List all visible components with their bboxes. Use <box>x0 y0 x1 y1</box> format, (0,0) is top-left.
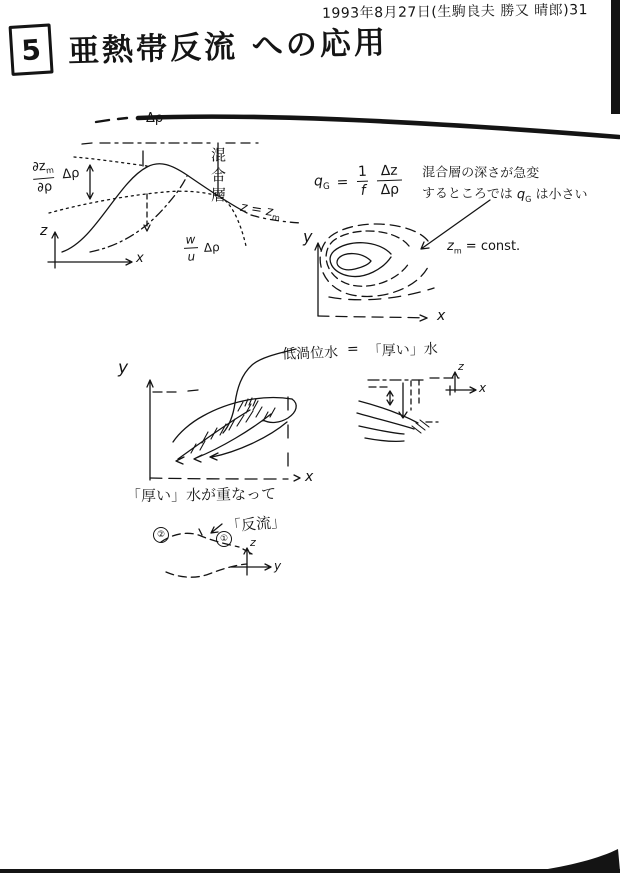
page-title: 亜熱帯反流 への応用 <box>67 24 389 70</box>
water-mass-marker-1: ① <box>216 531 232 547</box>
d3-tongue-upper-outline <box>173 398 292 442</box>
note-line2: するところでは $q_G$ は小さい <box>421 186 588 205</box>
d3-y-axis <box>147 380 153 480</box>
d3-tongue-head-curl <box>263 399 296 422</box>
counterflow-label: 「反流」 <box>225 512 287 536</box>
date-note: 1993年8月27日(生駒良夫 勝又 晴郎)31 <box>321 2 589 22</box>
title-row <box>9 15 388 76</box>
pv-eq-equals: = <box>336 173 349 191</box>
d1-zm-curve-label: $z = z_m$ <box>239 199 281 223</box>
d4-x-axis-label: x <box>479 381 487 395</box>
d1-dzdp-expression <box>29 157 81 195</box>
d4-double-arrow <box>387 391 393 405</box>
pv-eq-frac-rho: $\frac{\Delta z}{\Delta\rho}$ <box>377 163 403 197</box>
d1-dzdp-fraction: $\frac{\partial z_m}{\partial\rho}$ <box>31 158 55 196</box>
d1-dzdp-delta: Δρ <box>61 166 81 183</box>
d2-x-axis-arrowhead <box>420 315 427 321</box>
d3-x-axis-label: x <box>305 469 314 485</box>
cc-z-axis <box>244 548 250 575</box>
d4-z-axis <box>452 372 458 392</box>
cc-hump-tick <box>199 529 202 535</box>
note-text <box>422 162 588 207</box>
pv-eq-frac-f: $\frac{1}{f}$ <box>357 163 368 199</box>
d2-lower-sweep <box>329 288 434 300</box>
overlap-text: 「厚い」水が重なって <box>125 484 277 506</box>
d1-x-axis-label: x <box>136 251 144 266</box>
cc-z-axis-label: z <box>250 536 256 549</box>
d4-z-axis-label: z <box>458 360 464 373</box>
d3-x-axis <box>150 478 288 479</box>
pv-eq-lhs: $q_G$ <box>313 173 330 193</box>
d4-isopycnal-1 <box>359 401 418 423</box>
d1-x-axis <box>48 259 132 265</box>
cc-y-axis-label: y <box>274 559 282 573</box>
d3-y-axis-label: y <box>118 358 129 378</box>
d4-down-arrow <box>399 383 407 418</box>
d1-lead-dash <box>82 143 92 144</box>
d4-isopycnal-3 <box>359 426 404 434</box>
paper-crease-line <box>138 117 619 137</box>
d1-delta-rho-top-label: Δρ <box>146 111 164 126</box>
d2-y-axis-label: y <box>303 227 313 246</box>
water-mass-marker-2: ② <box>153 527 169 543</box>
d4-x-axis <box>446 386 476 395</box>
d1-upper-dotted-isopycnal <box>74 157 147 166</box>
cc-lower-interface <box>166 564 247 577</box>
diagram4-strokes <box>357 372 476 441</box>
d1-wu-fraction: $\frac{w}{u}$ <box>182 233 199 263</box>
d1-z-axis-label: z <box>40 223 48 239</box>
d1-wu-expression <box>182 232 220 263</box>
d1-mixed-layer-label: 混合層 <box>209 147 227 207</box>
d2-contour-inner <box>337 254 371 270</box>
note-line1: 混合層の深さが急変 <box>422 165 540 182</box>
scan-bottom-corner <box>535 849 620 871</box>
d3-hatching <box>191 398 275 453</box>
d1-thickness-arrow <box>87 165 93 199</box>
d1-rising-curve <box>90 176 187 252</box>
d1-wu-delta: Δρ <box>203 239 220 255</box>
d4-isopycnal-4 <box>365 438 404 441</box>
diagram2-strokes <box>315 224 434 321</box>
scan-edge-bar <box>611 0 620 114</box>
section-number-box: 5 <box>9 23 54 76</box>
d2-x-axis-label: x <box>437 308 446 324</box>
d2-y-axis <box>315 243 321 316</box>
paper-crease-dashes <box>96 118 127 122</box>
diagram3-strokes <box>147 380 300 481</box>
lowpv-term: 低渦位水 <box>281 344 339 363</box>
d2-contour-mid <box>330 243 391 277</box>
cc-y-axis <box>231 564 271 570</box>
d3-x-axis-arrowhead <box>294 475 300 481</box>
d3-top-dash-2 <box>188 390 198 391</box>
lowpv-equals: = <box>346 341 359 358</box>
pv-equation <box>313 163 402 199</box>
d2-zm-const-label: $z_m$ = const. <box>447 239 521 256</box>
d2-x-axis <box>318 316 427 318</box>
thick-water-term: 「厚い」水 <box>367 341 439 360</box>
